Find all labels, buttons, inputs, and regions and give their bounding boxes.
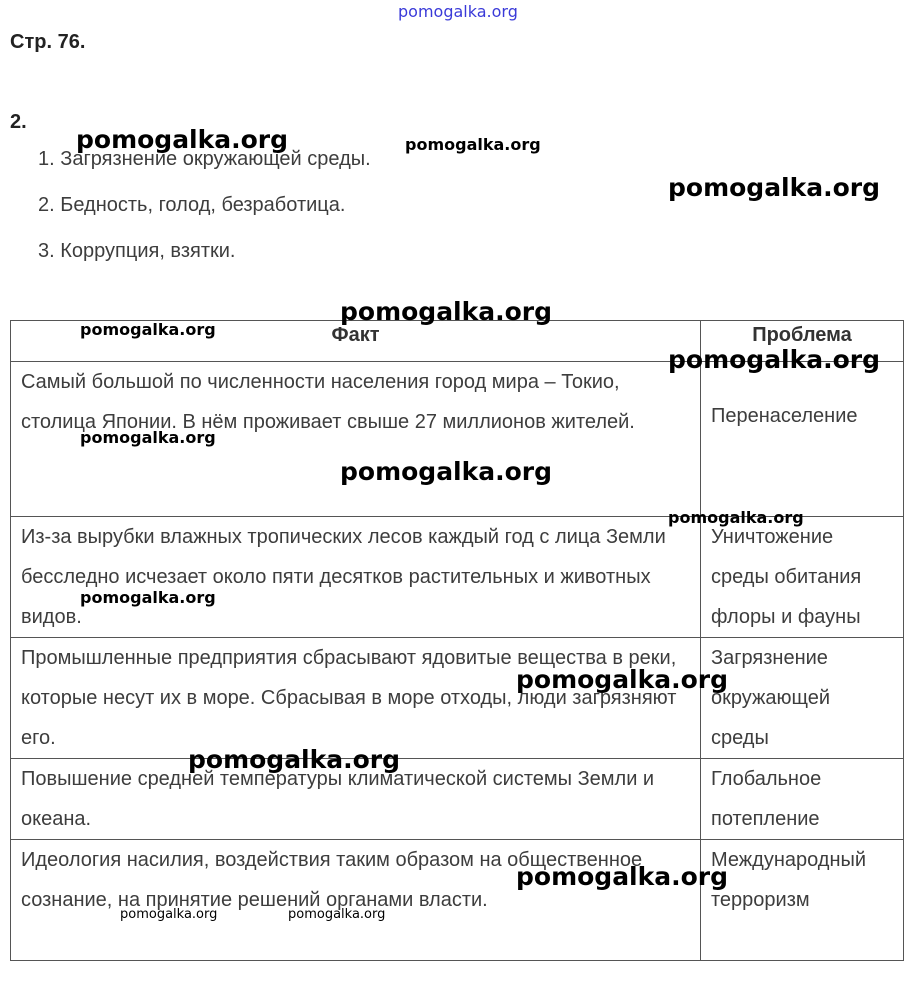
watermark: pomogalka.org [120,907,218,922]
fact-cell: Повышение средней температуры климатической системы Земли и океана. [11,759,701,840]
watermark: pomogalka.org [80,428,216,447]
page-title: Стр. 76. [10,31,86,53]
watermark: pomogalka.org [288,907,386,922]
watermark: pomogalka.org [405,135,541,154]
watermark: pomogalka.org [80,588,216,607]
table-row [11,517,904,638]
header-fact: Факт [11,321,701,362]
watermark: pomogalka.org [668,173,881,202]
problem-cell: Глобальное потепление [701,759,904,840]
list-item: 2. Бедность, голод, безработица. [38,194,346,216]
fact-cell: Идеология насилия, воздействия таким образом на общественное сознание, на принятие решений органами власти. [11,840,701,961]
fact-cell: Промышленные предприятия сбрасывают ядовитые вещества в реки, которые несут их в море. Сбрасывая в море отходы, люди загрязняют его. [11,638,701,759]
watermark: pomogalka.org [668,345,881,374]
watermark: pomogalka.org [668,508,804,527]
watermark: pomogalka.org [76,125,289,154]
header-problem: Проблема [701,321,904,362]
table-row [11,638,904,759]
watermark: pomogalka.org [340,457,553,486]
facts-table [10,320,904,961]
fact-cell: Из-за вырубки влажных тропических лесов каждый год с лица Земли бесследно исчезает около пяти десятков растительных и животных видов. [11,517,701,638]
problem-cell: Перенаселение [701,362,904,517]
watermark: pomogalka.org [516,862,729,891]
table-row [11,840,904,961]
watermark: pomogalka.org [516,665,729,694]
task-number: 2. [10,111,27,133]
list-item: 1. Загрязнение окружающей среды. [38,148,371,170]
watermark: pomogalka.org [398,2,518,21]
watermark: pomogalka.org [340,297,553,326]
problem-cell: Уничтожение среды обитания флоры и фауны [701,517,904,638]
watermark: pomogalka.org [80,320,216,339]
fact-cell: Самый большой по численности населения город мира – Токио, столица Японии. В нём проживает свыше 27 миллионов жителей. [11,362,701,517]
problems-list [38,148,371,286]
list-item: 3. Коррупция, взятки. [38,240,236,262]
problem-cell: Международный терроризм [701,840,904,961]
problem-cell: Загрязнение окружающей среды [701,638,904,759]
table-row [11,759,904,840]
watermark: pomogalka.org [188,745,401,774]
